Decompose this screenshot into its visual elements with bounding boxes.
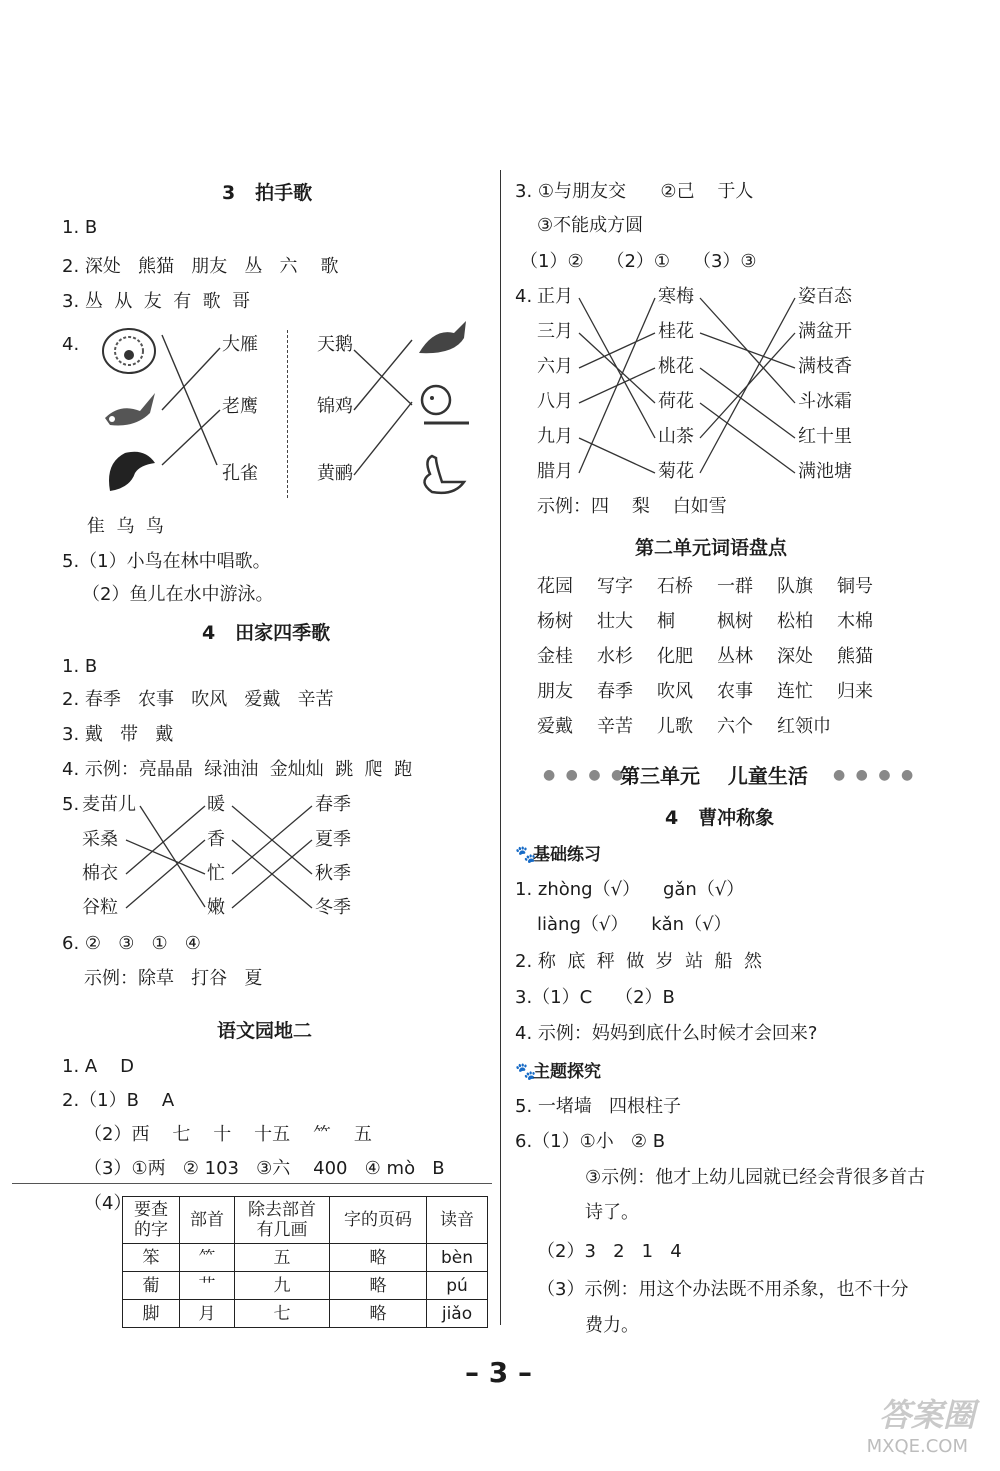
vocab-word: 一群 <box>717 576 753 597</box>
answer-line: 诗了。 <box>585 1202 639 1223</box>
vocab-word: 春季 <box>597 681 633 702</box>
vocab-word: 枫树 <box>717 611 753 632</box>
answer-line: 3. ①与朋友交 ②己 于人 <box>515 181 754 202</box>
table-cell: 笨 <box>123 1244 180 1272</box>
match-label: 山茶 <box>658 426 694 447</box>
vocab-word: 丛林 <box>717 646 753 667</box>
horizontal-rule <box>12 1183 492 1184</box>
answer-line: （2）3 2 1 4 <box>537 1241 682 1262</box>
answer-line: 6.（1）①小 ② B <box>515 1131 666 1152</box>
table-cell: 略 <box>330 1244 427 1272</box>
table-cell: 略 <box>330 1300 427 1328</box>
vocab-word: 朋友 <box>537 681 573 702</box>
match-label: 三月 <box>537 321 573 342</box>
column-divider <box>500 170 501 1325</box>
match-label: 红十里 <box>798 426 852 447</box>
answer-line: 1. B <box>62 217 98 238</box>
table-row <box>123 1244 488 1272</box>
match-label: 满盆开 <box>798 321 852 342</box>
decor-dots-right: ● ● ● ● <box>833 767 917 783</box>
vocab-word: 花园 <box>537 576 573 597</box>
vocab-word: 红领巾 <box>777 716 831 737</box>
vocab-word: 深处 <box>777 646 813 667</box>
match-label: 满枝香 <box>798 356 852 377</box>
vocab-word: 农事 <box>717 681 753 702</box>
match-label: 九月 <box>537 426 573 447</box>
match-label: 麦苗儿 <box>82 794 136 815</box>
answer-line: 3. 丛 从 友 有 歌 哥 <box>62 291 251 312</box>
dictionary-table <box>122 1196 488 1328</box>
watermark-url: MXQE.COM <box>866 1436 968 1457</box>
page-number: – 3 – <box>465 1356 532 1389</box>
match-label: 暖 <box>207 794 225 815</box>
match-label: 桂花 <box>658 321 694 342</box>
table-cell: 略 <box>330 1272 427 1300</box>
answer-line: 2.（1）B A <box>62 1090 175 1111</box>
answer-line: 3.（1）C （2）B <box>515 987 675 1008</box>
match-label: 大雁 <box>222 334 258 355</box>
answer-line: （4） <box>84 1193 132 1214</box>
answer-line: 4. <box>62 334 80 355</box>
vocab-word: 壮大 <box>597 611 633 632</box>
table-cell: 月 <box>180 1300 235 1328</box>
answer-line: 4. 示例：亮晶晶 绿油油 金灿灿 跳 爬 跑 <box>62 759 413 780</box>
match-label: 秋季 <box>315 863 351 884</box>
table-header-cell: 部首 <box>180 1197 235 1244</box>
match-label: 腊月 <box>537 461 573 482</box>
match-label: 采桑 <box>82 829 118 850</box>
vocab-word: 化肥 <box>657 646 693 667</box>
table-row <box>123 1272 488 1300</box>
match-label: 桃花 <box>658 356 694 377</box>
table-cell: 九 <box>235 1272 330 1300</box>
vocab-word: 木棉 <box>837 611 873 632</box>
answer-line: 2. 称 底 秤 做 岁 站 船 然 <box>515 951 762 972</box>
paw-icon: 🐾 <box>515 1062 537 1082</box>
match-label: 菊花 <box>658 461 694 482</box>
table-header-cell: 除去部首 有几画 <box>235 1197 330 1244</box>
vocab-word: 辛苦 <box>597 716 633 737</box>
vocab-word: 爱戴 <box>537 716 573 737</box>
match-label: 香 <box>207 829 225 850</box>
vocab-word: 儿歌 <box>657 716 693 737</box>
match-label: 冬季 <box>315 897 351 918</box>
match-label: 黄鹂 <box>317 463 353 484</box>
answer-line: （2）鱼儿在水中游泳。 <box>82 584 274 605</box>
answer-line: （3）示例：用这个办法既不用杀象，也不十分 <box>537 1279 909 1300</box>
vocab-word: 六个 <box>717 716 753 737</box>
table-cell: 艹 <box>180 1272 235 1300</box>
basic-practice-text: 基础练习 <box>533 845 601 865</box>
table-header-cell: 字的页码 <box>330 1197 427 1244</box>
answer-line: 费力。 <box>585 1315 639 1336</box>
table-header-row <box>123 1197 488 1244</box>
vocab-word: 石桥 <box>657 576 693 597</box>
section-title-3: 3 拍手歌 <box>222 182 313 204</box>
watermark-logo: 答案圈 <box>878 1396 975 1434</box>
match-label: 六月 <box>537 356 573 377</box>
table-cell: 脚 <box>123 1300 180 1328</box>
vocab-word: 水杉 <box>597 646 633 667</box>
answer-line: ③不能成方圆 <box>537 215 644 236</box>
table-cell: ⺮ <box>180 1244 235 1272</box>
vocab-word: 杨树 <box>537 611 573 632</box>
match-label: 寒梅 <box>658 286 694 307</box>
answer-line: 5. 一堵墙 四根柱子 <box>515 1096 682 1117</box>
match-label: 老鹰 <box>222 396 258 417</box>
table-cell: 七 <box>235 1300 330 1328</box>
answer-line: 5. <box>62 794 80 815</box>
theme-explore-text: 主题探究 <box>533 1062 601 1082</box>
match-label: 夏季 <box>315 829 351 850</box>
vocab-word: 写字 <box>597 576 633 597</box>
match-label: 八月 <box>537 391 573 412</box>
answer-line: 5.（1）小鸟在林中唱歌。 <box>62 551 271 572</box>
basic-practice-label <box>515 843 601 867</box>
table-header-cell: 要查 的字 <box>123 1197 180 1244</box>
answer-line: 6. ② ③ ① ④ <box>62 933 201 954</box>
answer-line: 隹 乌 鸟 <box>87 516 164 537</box>
table-row <box>123 1300 488 1328</box>
answer-line: 示例：除草 打谷 夏 <box>84 968 263 989</box>
match-label: 斗冰霜 <box>798 391 852 412</box>
answer-line: 1. zhòng（√） gǎn（√） <box>515 879 745 900</box>
match-label: 锦鸡 <box>317 396 353 417</box>
match-label: 嫩 <box>207 897 225 918</box>
vocab-word: 吹风 <box>657 681 693 702</box>
vocab-word: 队旗 <box>777 576 813 597</box>
section-title-cao: 4 曹冲称象 <box>665 807 775 829</box>
table-header-cell: 读音 <box>427 1197 488 1244</box>
match-label: 正月 <box>537 286 573 307</box>
answer-line: 3. 戴 带 戴 <box>62 724 174 745</box>
vocab-word: 连忙 <box>777 681 813 702</box>
decor-dots-left: ● ● ● ● <box>543 767 627 783</box>
match-label: 棉衣 <box>82 863 118 884</box>
table-cell: bèn <box>427 1244 488 1272</box>
answer-line: liàng（√） kǎn（√） <box>537 914 732 935</box>
answer-line: 示例：四 梨 白如雪 <box>537 496 727 517</box>
vocab-word: 铜号 <box>837 576 873 597</box>
match-lines-seasons <box>62 0 492 930</box>
answer-line: 4. 示例：妈妈到底什么时候才会回来? <box>515 1023 818 1044</box>
vocab-word: 熊猫 <box>837 646 873 667</box>
answer-line: ③示例：他才上幼儿园就已经会背很多首古 <box>585 1167 926 1188</box>
answer-line: （1）② （2）① （3）③ <box>520 251 757 272</box>
match-label: 荷花 <box>658 391 694 412</box>
answer-line: （2）西 七 十 十五 ⺮ 五 <box>84 1124 372 1145</box>
answer-line: 2. 深处 熊猫 朋友 丛 六 歌 <box>62 256 339 277</box>
paw-icon: 🐾 <box>515 845 537 865</box>
answer-line: 1. A D <box>62 1056 134 1077</box>
answer-line: 4. <box>515 286 533 307</box>
match-label: 满池塘 <box>798 461 852 482</box>
vocab-word: 归来 <box>837 681 873 702</box>
unit-title: 第三单元 儿童生活 <box>620 764 808 788</box>
match-lines-flowers <box>515 0 955 500</box>
match-label: 谷粒 <box>82 897 118 918</box>
match-label: 孔雀 <box>222 463 258 484</box>
match-label: 忙 <box>207 863 225 884</box>
section-title-vocab: 第二单元词语盘点 <box>635 537 788 559</box>
match-label: 春季 <box>315 794 351 815</box>
theme-explore-label <box>515 1060 601 1084</box>
vocab-word: 松柏 <box>777 611 813 632</box>
match-label: 天鹅 <box>317 334 353 355</box>
section-title-yuwen: 语文园地二 <box>217 1020 313 1042</box>
table-cell: 葡 <box>123 1272 180 1300</box>
section-title-4: 4 田家四季歌 <box>202 622 331 644</box>
answer-line: 2. 春季 农事 吹风 爱戴 辛苦 <box>62 689 334 710</box>
table-cell: jiǎo <box>427 1300 488 1328</box>
vocab-word: 金桂 <box>537 646 573 667</box>
match-label: 姿百态 <box>798 286 852 307</box>
answer-line: （3）①两 ② 103 ③六 400 ④ mò B <box>84 1158 445 1179</box>
table-cell: pú <box>427 1272 488 1300</box>
table-cell: 五 <box>235 1244 330 1272</box>
answer-line: 1. B <box>62 656 98 677</box>
vocab-word: 桐 <box>657 611 675 632</box>
